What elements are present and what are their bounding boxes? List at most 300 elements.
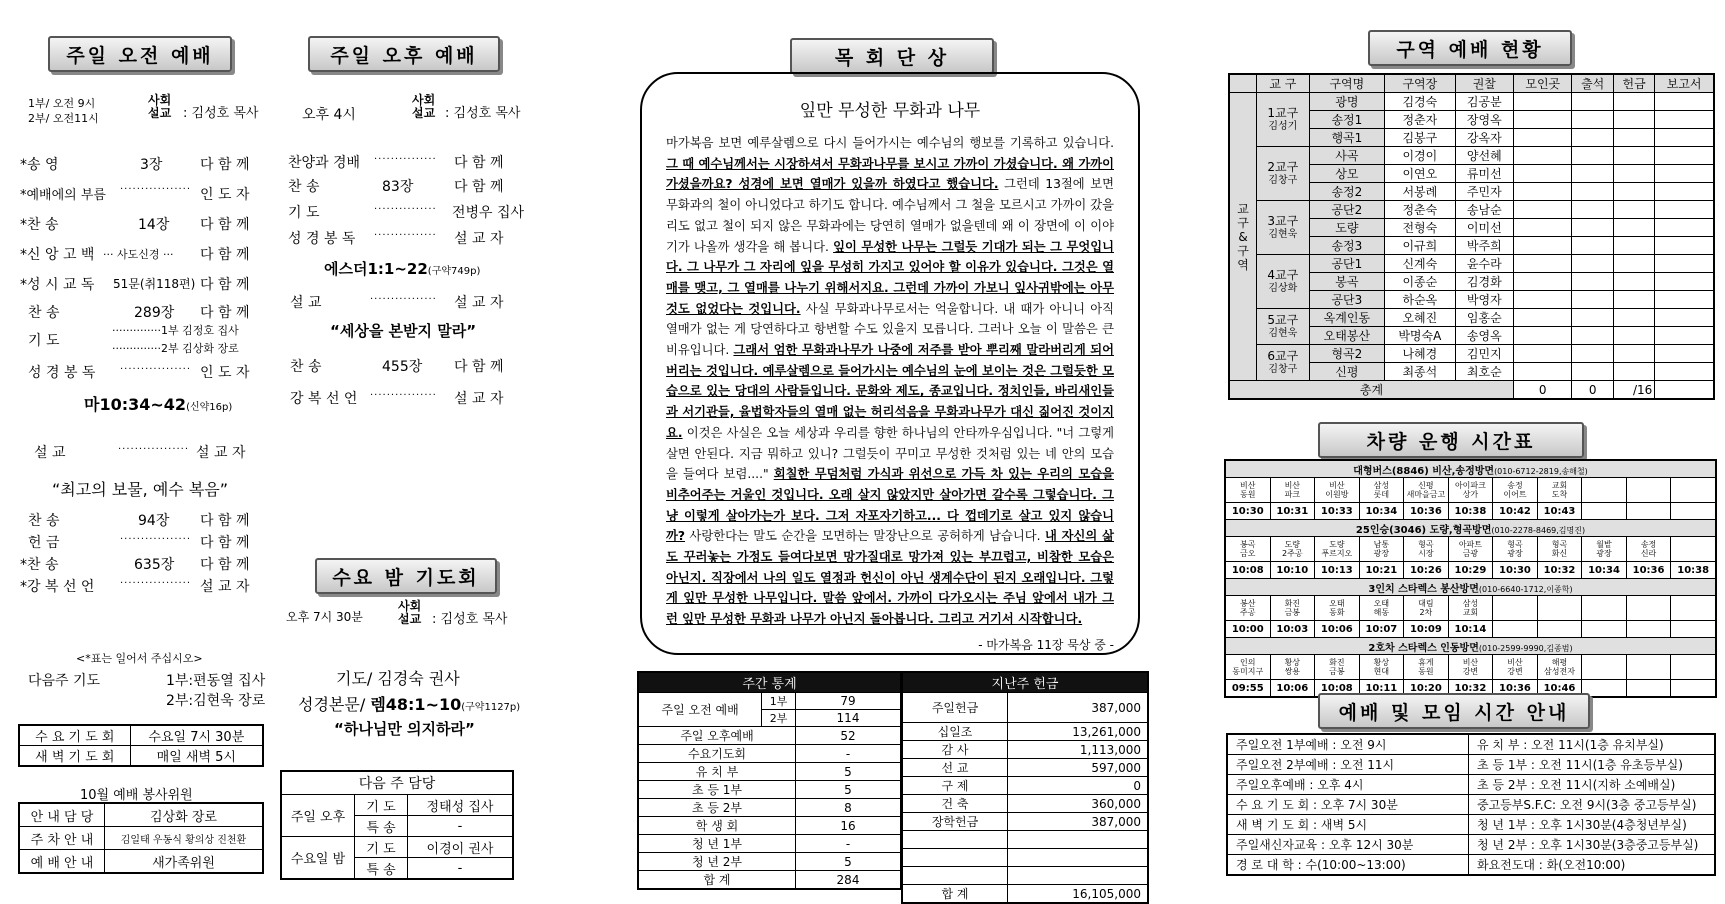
district-header-cell: 구역명 <box>1309 74 1384 93</box>
bus-time: 10:38 <box>1671 562 1716 579</box>
stats-value: 114 <box>796 710 902 727</box>
district-cell: 광명 <box>1309 93 1384 111</box>
bus-route-name: 대형버스(8846) 비산,송정방면 <box>1353 465 1495 477</box>
table-row <box>1225 621 1716 638</box>
district-blank-cell <box>1655 255 1714 273</box>
district-group <box>1257 345 1310 381</box>
table-row <box>902 693 1148 723</box>
offering-amount: 0 <box>1008 777 1149 795</box>
duty-service: 수요일 밤 <box>281 837 355 880</box>
bus-time <box>1626 503 1671 520</box>
district-cell: 봉곡 <box>1309 273 1384 291</box>
table-row <box>1225 520 1716 537</box>
wed-scripture-row <box>298 692 520 715</box>
bus-table <box>1224 459 1717 698</box>
after-item: *강 복 선 언 <box>20 579 95 595</box>
order-who: 다 함 께 <box>200 305 250 321</box>
order-mid: ··· 사도신경 ··· <box>103 248 174 261</box>
bus-stop: 형곡 광장 <box>1493 537 1538 562</box>
table-row <box>638 817 901 835</box>
district-cell: 이종순 <box>1385 273 1456 291</box>
bus-time: 10:26 <box>1404 562 1449 579</box>
district-total-reports: /16 <box>1613 381 1654 400</box>
volunteer-role: 예 배 안 내 <box>19 850 105 874</box>
sermon-item: 설 교 <box>34 445 66 461</box>
district-blank-cell <box>1514 165 1572 183</box>
district-cell: 오태봉산 <box>1309 327 1384 345</box>
district-blank-cell <box>1613 219 1654 237</box>
offering-label <box>902 849 1008 867</box>
district-cell: 최호순 <box>1455 363 1513 381</box>
bus-stop: 아이파크 상가 <box>1448 478 1493 503</box>
bus-route-name: 3인치 스타렉스 봉산방면 <box>1368 583 1479 595</box>
morning-leader-label: 사회 설교 <box>148 93 172 120</box>
duty-table <box>280 770 514 880</box>
morning-leader: : 김성호 목사 <box>183 106 259 121</box>
table-row <box>19 746 263 767</box>
bus-route-phone: (010-2599-9990,김종범) <box>1478 643 1573 653</box>
essay-segment: 그런데 13절에 보면 무화과의 철이 아니었다고 하기도 합니다. 예수님께서 그 철을 모르시고 가까이 갔을 리도 없고 철이 되지 않은 무화과에는 당연히 열매가 없을텐데 왜 이 장면에 이 이야기가 나올까 생각을 해 봅니다. <box>666 177 1114 254</box>
bus-stop: 월밭 광장 <box>1582 537 1627 562</box>
district-blank-cell <box>1655 363 1714 381</box>
bus-time: 10:20 <box>1404 680 1449 698</box>
bus-time: 10:38 <box>1448 503 1493 520</box>
meetings-table <box>18 724 264 767</box>
wed-scripture-ref: 렘48:1~10 <box>370 695 462 714</box>
stats-value: 16 <box>796 817 902 835</box>
stats-label: 유 치 부 <box>638 763 796 781</box>
table-row <box>1225 478 1716 503</box>
district-blank-cell <box>1572 255 1613 273</box>
schedule-right: 중고등부S.F.C: 오전 9시(3층 중고등부실) <box>1469 795 1716 815</box>
volunteers-table <box>18 802 264 874</box>
bus-stop: 휴게 동원 <box>1404 655 1449 680</box>
order-item: *찬 송 <box>20 217 59 233</box>
stats-label: 청 년 1부 <box>638 835 796 853</box>
schedule-right: 초 등 2부 : 오전 11시(지하 소예배실) <box>1469 775 1716 795</box>
district-cell: 이미선 <box>1455 219 1513 237</box>
district-cell: 임홍순 <box>1455 309 1513 327</box>
table-row <box>902 795 1148 813</box>
schedule-left: 수 요 기 도 회 : 오후 7시 30분 <box>1227 795 1469 815</box>
district-cell: 신계숙 <box>1385 255 1456 273</box>
afternoon-leader-label: 사회 설교 <box>412 93 436 120</box>
stats-value: 5 <box>796 781 902 799</box>
scripture-note: (신약16p) <box>186 402 233 413</box>
order-who: 다 함 께 <box>200 157 250 173</box>
district-cell: 옥계인동 <box>1309 309 1384 327</box>
next-prayer-label: 다음주 기도 <box>28 673 101 689</box>
scripture <box>84 392 232 415</box>
offering-label: 구 제 <box>902 777 1008 795</box>
schedule-right: 초 등 1부 : 오전 11시(1층 유초등부실) <box>1469 755 1716 775</box>
essay-segment: 그래서 엄한 무화과나무가 나중에 저주를 받아 뿌리째 말라버리게 되어버리는 것입니다. 예루살렘으로 들어가시는 예수님의 눈에 보이는 것은 그럴듯한 모습으로 있는 당대의 사람들입니다. 문화와 제도, 종교입니다. 정치인들, 바리새인들과 서기관들, 율법학자들의 열매 없는 허리석음을 무화과나무가 대신 짊어진 것이지요. <box>666 343 1114 440</box>
order-who: 다 함 께 <box>200 217 250 233</box>
table-row <box>1225 562 1716 579</box>
table-row <box>638 799 901 817</box>
district-blank-cell <box>1572 147 1613 165</box>
district-header-cell: 구역장 <box>1385 74 1456 93</box>
bus-route-title <box>1225 638 1716 655</box>
offering-label: 감 사 <box>902 741 1008 759</box>
pm-scripture-ref: 에스더1:1~22 <box>324 260 428 278</box>
district-blank-cell <box>1655 129 1714 147</box>
offering-amount <box>1008 849 1149 867</box>
leader-dots: ··············· <box>374 154 437 165</box>
district-group-name: 4교구 <box>1267 267 1299 282</box>
stats-value: - <box>796 745 902 763</box>
district-cell: 김경숙 <box>1385 93 1456 111</box>
table-row <box>1225 596 1716 621</box>
duty-role: 기 도 <box>355 795 408 816</box>
offering-label: 선 교 <box>902 759 1008 777</box>
leader-dots: ··············· <box>374 204 437 215</box>
district-cell: 행곡1 <box>1309 129 1384 147</box>
district-total-offering: 0 <box>1572 381 1613 400</box>
pm-order-item: 성 경 봉 독 <box>288 231 356 247</box>
district-blank-cell <box>1514 201 1572 219</box>
district-group-name: 3교구 <box>1267 213 1299 228</box>
district-blank-cell <box>1572 93 1613 111</box>
district-group <box>1257 201 1310 255</box>
table-row <box>19 803 263 827</box>
table-row <box>281 837 513 858</box>
bus-time: 10:32 <box>1537 562 1582 579</box>
district-blank-cell <box>1572 273 1613 291</box>
pm-sermon-who: 설 교 자 <box>454 295 504 311</box>
essay-segment: 사랑한다는 말도 순간을 모면하는 말장난으로 공허하게 남습니다. <box>685 529 1045 544</box>
district-cell: 박명숙A <box>1385 327 1456 345</box>
district-header-cell: 교 구 <box>1257 74 1310 93</box>
district-blank-cell <box>1572 363 1613 381</box>
bus-time: 10:08 <box>1225 562 1270 579</box>
essay-box <box>640 72 1140 655</box>
district-blank-cell <box>1613 129 1654 147</box>
bus-stop: 봉산 주공 <box>1225 596 1270 621</box>
bus-time: 10:06 <box>1315 621 1360 638</box>
stats-label: 초 등 2부 <box>638 799 796 817</box>
district-blank-cell <box>1655 291 1714 309</box>
essay-segment: 잎이 무성한 나무는 그럴듯 기대가 되는 그 무엇입니다. 그 나무가 그 자리에 잎을 무성히 가지고 있어야 할 이유가 있습니다. 그것은 열매를 맺고, 그 열매를 나누기 위해서지요. 그런데 가까이 가보니 잎사귀밖에는 아무것도 없었다는 것입니다. <box>666 239 1114 316</box>
district-cell: 주민자 <box>1455 183 1513 201</box>
district-blank-cell <box>1514 183 1572 201</box>
bus-stop: 교회 도착 <box>1537 478 1582 503</box>
table-row <box>1229 309 1714 327</box>
district-group <box>1257 93 1310 147</box>
pm-bless-item: 강 복 선 언 <box>290 391 358 407</box>
order-who: 다 함 께 <box>200 247 250 263</box>
district-blank-cell <box>1655 327 1714 345</box>
offering-amount: 1,113,000 <box>1008 741 1149 759</box>
stats-label: 주일 오후예배 <box>638 727 796 745</box>
bus-route-title <box>1225 520 1716 537</box>
stats-label: 청 년 2부 <box>638 853 796 871</box>
after-mid: 94장 <box>138 513 170 529</box>
leader-dots: ················· <box>120 578 192 589</box>
table-row <box>1225 638 1716 655</box>
bus-time: 10:30 <box>1225 503 1270 520</box>
wednesday-header: 수요 밤 기도회 <box>315 558 497 594</box>
bus-stop: 비산 강변 <box>1448 655 1493 680</box>
wed-leader-label: 사회 설교 <box>398 599 422 626</box>
district-blank-cell <box>1514 129 1572 147</box>
district-cell: 김경화 <box>1455 273 1513 291</box>
pm-sermon-item: 설 교 <box>290 295 322 311</box>
bus-time <box>1671 503 1716 520</box>
district-cell: 하순옥 <box>1385 291 1456 309</box>
bus-route-title <box>1225 579 1716 596</box>
table-row <box>902 885 1148 904</box>
district-group <box>1257 309 1310 345</box>
bus-time: 10:03 <box>1270 621 1315 638</box>
bus-time <box>1671 680 1716 698</box>
offering-amount: 597,000 <box>1008 759 1149 777</box>
district-cell: 송남순 <box>1455 201 1513 219</box>
district-cell: 전형숙 <box>1385 219 1456 237</box>
bus-time <box>1493 621 1538 638</box>
bus-time: 10:33 <box>1315 503 1360 520</box>
afternoon-service-header: 주일 오후 예배 <box>308 36 500 72</box>
bus-time: 10:07 <box>1359 621 1404 638</box>
district-cell: 윤수라 <box>1455 255 1513 273</box>
district-cell: 공단2 <box>1309 201 1384 219</box>
bus-time: 09:55 <box>1225 680 1270 698</box>
bus-stop: 신평 새마을금고 <box>1404 478 1449 503</box>
wed-sermon-title: “하나님만 의지하라” <box>334 720 475 738</box>
meeting-time: 수요일 7시 30분 <box>130 725 263 746</box>
district-cell: 정춘자 <box>1385 111 1456 129</box>
district-header-cell: 출석 <box>1572 74 1613 93</box>
order-1 <box>20 154 59 174</box>
district-cell: 김공분 <box>1455 93 1513 111</box>
district-cell: 송영옥 <box>1455 327 1513 345</box>
stats-label: 초 등 1부 <box>638 781 796 799</box>
table-row <box>1225 503 1716 520</box>
table-row <box>638 672 901 693</box>
district-blank-cell <box>1655 183 1714 201</box>
meeting-time: 매일 새벽 5시 <box>130 746 263 767</box>
district-cell: 박주희 <box>1455 237 1513 255</box>
district-cell: 최종석 <box>1385 363 1456 381</box>
schedule-right: 청 년 2부 : 오후 1시30분(3층중고등부실) <box>1469 835 1716 855</box>
table-row <box>1225 579 1716 596</box>
essay-segment: 그 때 예수님께서는 시장하셔서 무화과나무를 보시고 가까이 가셨습니다. 왜 가까이 가셨을까요? 성경에 보면 열매가 있을까 하였다고 했습니다. <box>666 156 1114 192</box>
leader-dots: ················ <box>370 390 437 401</box>
bus-time: 10:30 <box>1493 562 1538 579</box>
table-row <box>1225 655 1716 680</box>
district-cell: 상모 <box>1309 165 1384 183</box>
bus-stop: 봉곡 금오 <box>1225 537 1270 562</box>
offering-label <box>902 831 1008 849</box>
bus-time <box>1537 621 1582 638</box>
order-item: 찬 송 <box>28 305 60 321</box>
reading-who: 인 도 자 <box>200 365 250 381</box>
district-blank-cell <box>1655 165 1714 183</box>
district-blank-cell <box>1655 309 1714 327</box>
offering-amount: 360,000 <box>1008 795 1149 813</box>
table-row <box>902 777 1148 795</box>
bus-time: 10:46 <box>1537 680 1582 698</box>
bus-route-name: 2호차 스타렉스 인동방면 <box>1368 642 1479 654</box>
table-row <box>1229 74 1714 93</box>
bus-stop <box>1671 655 1716 680</box>
district-cell: 송정2 <box>1309 183 1384 201</box>
order-item: *예배에의 부름 <box>20 188 106 203</box>
stats-label: 주일 오전 예배 <box>638 693 762 727</box>
bus-time: 10:21 <box>1359 562 1404 579</box>
time-1: 1부/ 오전 9시 <box>28 97 96 110</box>
offering-amount: 16,105,000 <box>1008 885 1149 904</box>
district-blank-cell <box>1572 111 1613 129</box>
pm-bless-who: 설 교 자 <box>454 391 504 407</box>
district-total-attendance: 0 <box>1514 381 1572 400</box>
district-cell: 강옥자 <box>1455 129 1513 147</box>
offering-amount: 387,000 <box>1008 813 1149 831</box>
pm-hymn-who: 다 함 께 <box>454 359 504 375</box>
afternoon-leader: : 김성호 목사 <box>445 106 521 121</box>
duty-title: 다음 주 담당 <box>281 771 513 795</box>
district-cell: 서봉례 <box>1385 183 1456 201</box>
table-row <box>638 853 901 871</box>
district-blank-cell <box>1613 93 1654 111</box>
district-cell: 정춘숙 <box>1385 201 1456 219</box>
pm-order-who: 다 함 께 <box>454 155 504 171</box>
order-item: *신 앙 고 백 <box>20 247 95 263</box>
bus-route-name: 25인승(3046) 도량,형곡방면 <box>1355 524 1492 536</box>
district-group-leader: 김창구 <box>1268 363 1298 375</box>
district-corner <box>1229 74 1257 93</box>
bus-stop: 도량 푸르지오 <box>1315 537 1360 562</box>
bus-stop <box>1493 596 1538 621</box>
table-row <box>638 871 901 890</box>
prayer-2: ··············2부 김상화 장로 <box>112 342 239 355</box>
bus-time: 10:42 <box>1493 503 1538 520</box>
schedule-left: 주일오전 2부예배 : 오전 11시 <box>1227 755 1469 775</box>
schedule-right: 청 년 1부 : 오후 1시30분(4층청년부실) <box>1469 815 1716 835</box>
essay-segment: 회칠한 무덤처럼 가식과 위선으로 가득 차 있는 우리의 모습을 비추어주는 거울인 것입니다. 오래 살지 않았지만 살아가면 갈수록 그렇습니다. 그냥 이렇게 살아가는가 보다. 그저 자포자기하고... 다 껍데기로 살고 있지 않습니까? <box>666 467 1114 544</box>
table-row <box>1227 835 1715 855</box>
district-blank-cell <box>1655 219 1714 237</box>
bus-stop <box>1582 478 1627 503</box>
stats-value: 79 <box>796 693 902 710</box>
table-row <box>281 771 513 795</box>
district-cell: 도량 <box>1309 219 1384 237</box>
district-blank-cell <box>1613 345 1654 363</box>
leader-dots: ················· <box>120 534 192 545</box>
bus-time: 10:34 <box>1582 562 1627 579</box>
district-cell: 장영옥 <box>1455 111 1513 129</box>
district-blank-cell <box>1613 237 1654 255</box>
district-blank-cell <box>1514 363 1572 381</box>
bus-stop: 인의 동미지구 <box>1225 655 1270 680</box>
schedule-left: 주일오후예배 : 오후 4시 <box>1227 775 1469 795</box>
table-row <box>1229 201 1714 219</box>
table-row <box>1229 345 1714 363</box>
essay-source: - 마가복음 11장 묵상 중 - <box>978 637 1114 652</box>
district-group-leader: 김상화 <box>1268 282 1298 294</box>
pm-order-mid: 83장 <box>382 179 414 195</box>
bus-time <box>1671 621 1716 638</box>
district-blank-cell <box>1655 345 1714 363</box>
reading-item: 성 경 봉 독 <box>28 365 96 381</box>
district-blank-cell <box>1613 255 1654 273</box>
bus-stop: 삼성 롯데 <box>1359 478 1404 503</box>
bus-stop: 형곡 화신 <box>1537 537 1582 562</box>
district-cell: 김민지 <box>1455 345 1513 363</box>
offering-label: 십일조 <box>902 723 1008 741</box>
order-mid: 3장 <box>140 157 163 173</box>
stats-sub: 2부 <box>762 710 796 727</box>
bus-stop: 비산 이원방 <box>1315 478 1360 503</box>
stats-label: 학 생 회 <box>638 817 796 835</box>
meeting-name: 수 요 기 도 회 <box>19 725 130 746</box>
district-cell: 이연오 <box>1385 165 1456 183</box>
duty-name: - <box>408 858 514 880</box>
bus-stop <box>1582 596 1627 621</box>
bus-time: 10:29 <box>1448 562 1493 579</box>
pastor-column-header: 목 회 단 상 <box>790 38 994 74</box>
table-row <box>902 741 1148 759</box>
order-item: *성 시 교 독 <box>20 277 95 293</box>
pm-order-item: 찬양과 경배 <box>288 155 361 171</box>
pm-hymn-item: 찬 송 <box>290 359 322 375</box>
district-table <box>1228 73 1715 400</box>
bus-time: 10:06 <box>1270 680 1315 698</box>
table-row <box>902 813 1148 831</box>
morning-times <box>28 96 99 126</box>
bus-time: 10:10 <box>1270 562 1315 579</box>
prayer-1: ··············1부 김정호 집사 <box>112 324 239 337</box>
district-blank-cell <box>1514 93 1572 111</box>
bus-stop <box>1626 596 1671 621</box>
district-blank-cell <box>1514 237 1572 255</box>
order-mid: 289장 <box>134 305 175 321</box>
stand-note: <*표는 일어서 주십시오> <box>76 652 203 665</box>
district-cell: 송정3 <box>1309 237 1384 255</box>
bus-stop: 아파트 금광 <box>1448 537 1493 562</box>
table-row <box>902 759 1148 777</box>
bus-time: 10:09 <box>1404 621 1449 638</box>
volunteer-names: 김상화 장로 <box>105 803 264 827</box>
wed-leader: : 김성호 목사 <box>432 612 508 627</box>
bus-route-phone: (010-2278-8469,김명진) <box>1491 525 1586 535</box>
schedule-header: 예배 및 모임 시간 안내 <box>1318 693 1590 729</box>
district-blank-cell <box>1572 345 1613 363</box>
wed-scripture-note: (구약1127p) <box>461 702 521 713</box>
bus-stop: 송정 신라 <box>1626 537 1671 562</box>
table-row <box>902 831 1148 849</box>
district-blank-cell <box>1572 183 1613 201</box>
bus-time: 10:14 <box>1448 621 1493 638</box>
table-row <box>1227 734 1715 755</box>
district-blank-cell <box>1514 147 1572 165</box>
table-row <box>638 781 901 799</box>
table-row <box>1225 460 1716 478</box>
district-cell: 신평 <box>1309 363 1384 381</box>
district-header-cell: 권찰 <box>1455 74 1513 93</box>
table-row <box>1227 795 1715 815</box>
volunteer-role: 안 내 담 당 <box>19 803 105 827</box>
bus-route-title <box>1225 460 1716 478</box>
pm-order-who: 설 교 자 <box>454 231 504 247</box>
district-group-leader: 김현욱 <box>1268 327 1298 339</box>
offering-label: 합 계 <box>902 885 1008 904</box>
pm-hymn-mid: 455장 <box>382 359 423 375</box>
district-blank-cell <box>1655 111 1714 129</box>
afternoon-time: 오후 4시 <box>302 107 356 123</box>
bus-stop: 비산 파크 <box>1270 478 1315 503</box>
bus-stop: 해평 삼성전자 <box>1537 655 1582 680</box>
